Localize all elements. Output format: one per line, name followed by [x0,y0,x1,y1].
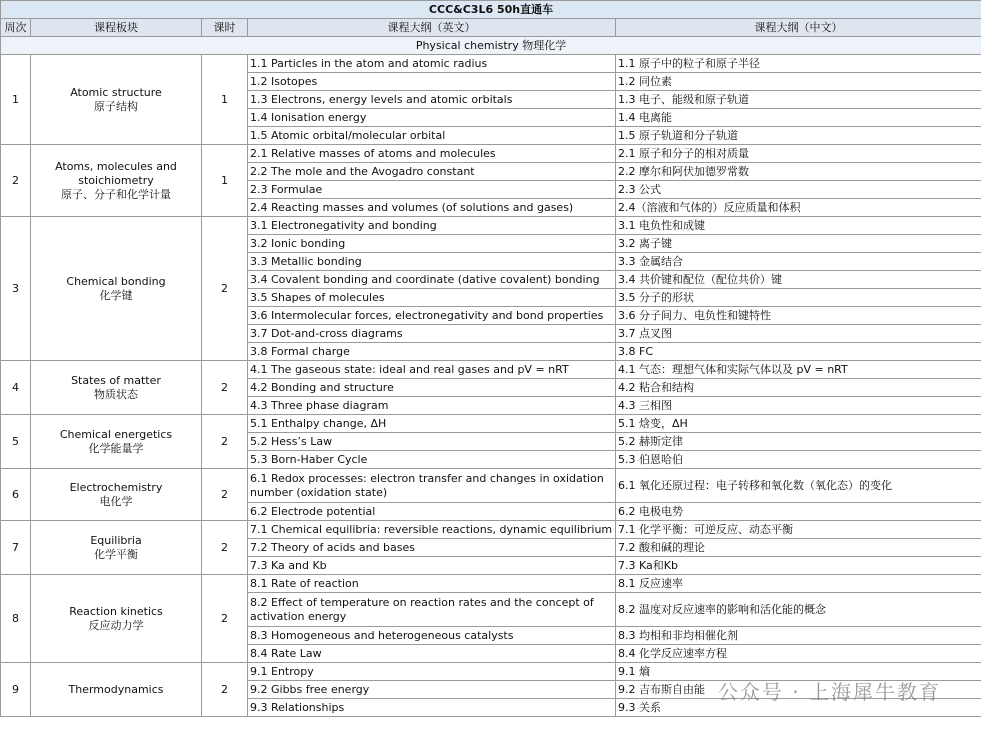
header-row [1,19,981,37]
topic-cn-cell: 3.6 分子间力、电负性和键特性 [616,307,981,325]
topic-cn-cell: 4.3 三相图 [616,397,981,415]
module-name-cn: 原子结构 [94,99,138,113]
week-cell: 2 [1,145,31,217]
topic-cn-cell: 1.4 电离能 [616,109,981,127]
hours-cell: 2 [202,521,248,575]
hours-cell: 2 [202,663,248,717]
hours-cell: 1 [202,55,248,145]
topic-en-cell: 5.3 Born-Haber Cycle [248,451,616,469]
hours-cell: 2 [202,415,248,469]
header-module: 课程板块 [31,19,202,37]
module-name-en: Chemical energetics [59,427,173,441]
topic-en-cell: 6.2 Electrode potential [248,503,616,521]
topic-cn-cell: 3.5 分子的形状 [616,289,981,307]
topic-en-cell: 3.1 Electronegativity and bonding [248,217,616,235]
table-row [1,55,981,73]
week-cell: 6 [1,469,31,521]
topic-en-cell: 4.1 The gaseous state: ideal and real gases and pV = nRT [248,361,616,379]
topic-cn-cell: 3.2 离子键 [616,235,981,253]
topic-en-cell: 3.6 Intermolecular forces, electronegativity and bond properties [248,307,616,325]
topic-en-cell: 2.4 Reacting masses and volumes (of solutions and gases) [248,199,616,217]
topic-en-cell: 1.2 Isotopes [248,73,616,91]
table-row [1,361,981,379]
module-name-en: Reaction kinetics [69,604,163,618]
topic-en-cell: 8.3 Homogeneous and heterogeneous catalysts [248,627,616,645]
topic-cn-cell: 8.4 化学反应速率方程 [616,645,981,663]
header-week: 周次 [1,19,31,37]
topic-en-cell: 7.3 Ka and Kb [248,557,616,575]
week-cell: 7 [1,521,31,575]
topic-cn-cell: 2.3 公式 [616,181,981,199]
topic-cn-cell: 8.2 温度对反应速率的影响和活化能的概念 [616,593,981,627]
module-name-cn: 反应动力学 [88,618,144,632]
topic-en-cell: 3.7 Dot-and-cross diagrams [248,325,616,343]
topic-cn-cell: 7.2 酸和碱的理论 [616,539,981,557]
topic-cn-cell: 3.7 点叉图 [616,325,981,343]
watermark: 公众号 · 上海犀牛教育 [717,680,941,704]
topic-cn-cell: 2.2 摩尔和阿伏加德罗常数 [616,163,981,181]
table-row [1,575,981,593]
topic-en-cell: 9.3 Relationships [248,699,616,717]
topic-cn-cell: 3.3 金属结合 [616,253,981,271]
topic-en-cell: 7.2 Theory of acids and bases [248,539,616,557]
week-cell: 3 [1,217,31,361]
topic-en-cell: 3.2 Ionic bonding [248,235,616,253]
section-title: Physical chemistry 物理化学 [1,37,981,55]
module-name-cn: 电化学 [99,494,133,508]
topic-cn-cell: 8.1 反应速率 [616,575,981,593]
topic-cn-cell: 3.8 FC [616,343,981,361]
topic-en-cell: 1.1 Particles in the atom and atomic radius [248,55,616,73]
topic-en-cell: 5.1 Enthalpy change, ΔH [248,415,616,433]
topic-cn-cell: 7.1 化学平衡：可逆反应、动态平衡 [616,521,981,539]
week-cell: 9 [1,663,31,717]
topic-en-cell: 4.3 Three phase diagram [248,397,616,415]
header-hours: 课时 [202,19,248,37]
hours-cell: 2 [202,469,248,521]
topic-cn-cell: 2.4（溶液和气体的）反应质量和体积 [616,199,981,217]
topic-cn-cell: 1.5 原子轨道和分子轨道 [616,127,981,145]
week-cell: 1 [1,55,31,145]
module-cell [31,575,202,663]
table-title: CCC&C3L6 50h直通车 [1,1,981,19]
module-name-en: Atoms, molecules and stoichiometry [55,159,177,187]
topic-en-cell: 6.1 Redox processes: electron transfer and changes in oxidation number (oxidation state) [248,469,616,503]
module-name-cn: 化学能量学 [88,441,144,455]
table-row [1,145,981,163]
topic-cn-cell: 3.1 电负性和成键 [616,217,981,235]
module-name-en: Chemical bonding [66,274,166,288]
module-name-en: States of matter [71,373,161,387]
table-row [1,217,981,235]
topic-cn-cell: 4.2 粘合和结构 [616,379,981,397]
topic-en-cell: 4.2 Bonding and structure [248,379,616,397]
module-cell [31,361,202,415]
topic-en-cell: 1.3 Electrons, energy levels and atomic orbitals [248,91,616,109]
module-name-cn: 化学平衡 [94,547,138,561]
topic-cn-cell: 2.1 原子和分子的相对质量 [616,145,981,163]
module-cell [31,55,202,145]
header-outline-cn: 课程大纲（中文） [616,19,981,37]
module-cell [31,521,202,575]
module-name-en: Thermodynamics [68,682,164,696]
topic-cn-cell: 4.1 气态：理想气体和实际气体以及 pV = nRT [616,361,981,379]
topic-en-cell: 2.2 The mole and the Avogadro constant [248,163,616,181]
section-row [1,37,981,55]
topic-en-cell: 3.4 Covalent bonding and coordinate (dative covalent) bonding [248,271,616,289]
topic-cn-cell: 5.1 焓变，ΔH [616,415,981,433]
module-cell [31,217,202,361]
topic-en-cell: 7.1 Chemical equilibria: reversible reactions, dynamic equilibrium [248,521,616,539]
module-name-cn: 化学键 [99,288,133,302]
topic-cn-cell: 7.3 Ka和Kb [616,557,981,575]
topic-en-cell: 2.3 Formulae [248,181,616,199]
module-cell [31,663,202,717]
week-cell: 4 [1,361,31,415]
topic-en-cell: 8.1 Rate of reaction [248,575,616,593]
topic-cn-cell: 8.3 均相和非均相催化剂 [616,627,981,645]
topic-cn-cell: 9.1 熵 [616,663,981,681]
topic-cn-cell: 3.4 共价键和配位（配位共价）键 [616,271,981,289]
week-cell: 8 [1,575,31,663]
hours-cell: 2 [202,217,248,361]
hours-cell: 1 [202,145,248,217]
topic-cn-cell: 5.2 赫斯定律 [616,433,981,451]
topic-en-cell: 3.8 Formal charge [248,343,616,361]
topic-cn-cell: 6.2 电极电势 [616,503,981,521]
topic-en-cell: 1.5 Atomic orbital/molecular orbital [248,127,616,145]
topic-cn-cell: 6.1 氧化还原过程：电子转移和氧化数（氧化态）的变化 [616,469,981,503]
topic-cn-cell: 1.2 同位素 [616,73,981,91]
hours-cell: 2 [202,361,248,415]
hours-cell: 2 [202,575,248,663]
module-cell [31,469,202,521]
topic-en-cell: 9.2 Gibbs free energy [248,681,616,699]
topic-en-cell: 2.1 Relative masses of atoms and molecules [248,145,616,163]
topic-cn-cell: 1.3 电子、能级和原子轨道 [616,91,981,109]
module-name-cn: 物质状态 [94,387,138,401]
title-row [1,1,981,19]
module-name-en: Equilibria [90,533,142,547]
topic-cn-cell: 9.2 吉布斯自由能 [616,681,981,699]
topic-en-cell: 3.5 Shapes of molecules [248,289,616,307]
topic-en-cell: 8.2 Effect of temperature on reaction rates and the concept of activation energy [248,593,616,627]
table-row [1,415,981,433]
topic-cn-cell: 5.3 伯恩哈伯 [616,451,981,469]
topic-en-cell: 5.2 Hess’s Law [248,433,616,451]
topic-en-cell: 8.4 Rate Law [248,645,616,663]
topic-en-cell: 9.1 Entropy [248,663,616,681]
week-cell: 5 [1,415,31,469]
header-outline-en: 课程大纲（英文） [248,19,616,37]
table-row [1,469,981,503]
topic-cn-cell: 1.1 原子中的粒子和原子半径 [616,55,981,73]
module-name-en: Electrochemistry [69,480,163,494]
module-cell [31,415,202,469]
topic-en-cell: 3.3 Metallic bonding [248,253,616,271]
topic-cn-cell: 9.3 关系 [616,699,981,717]
table-row [1,521,981,539]
module-cell [31,145,202,217]
module-name-cn: 原子、分子和化学计量 [61,187,171,201]
module-name-en: Atomic structure [70,85,162,99]
topic-en-cell: 1.4 Ionisation energy [248,109,616,127]
